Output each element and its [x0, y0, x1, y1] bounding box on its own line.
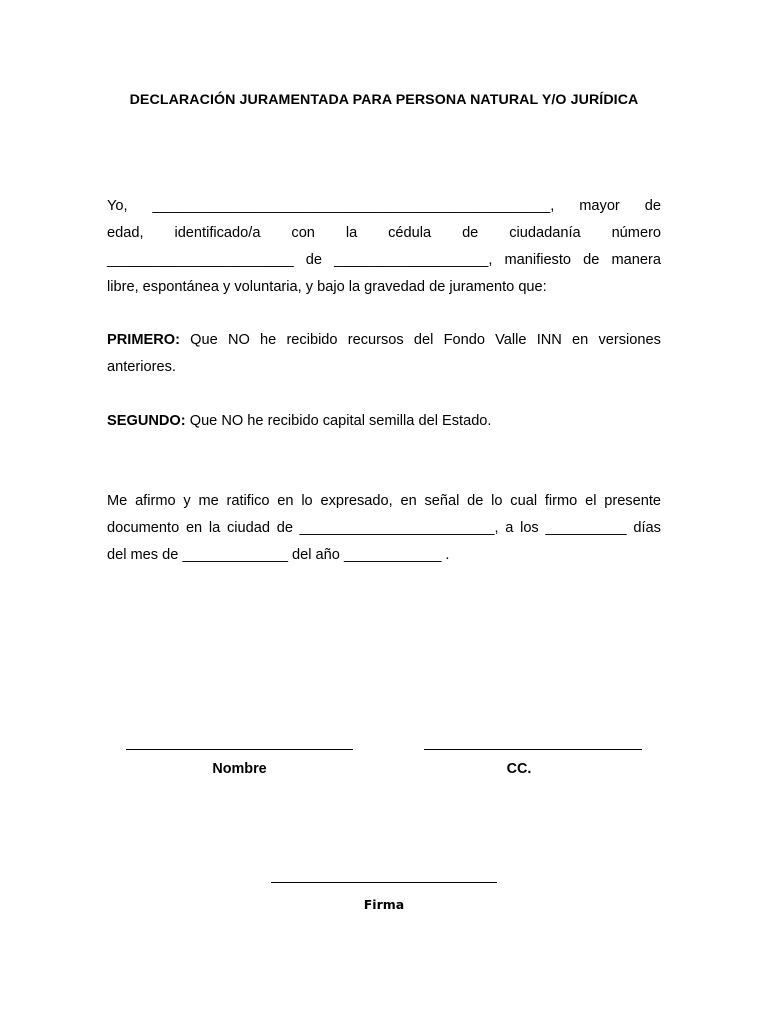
body-word: el — [585, 493, 597, 509]
intro-word: cédula — [388, 225, 432, 241]
body-word: INN — [536, 332, 562, 348]
body-word: me — [198, 493, 219, 509]
body-word: he — [260, 332, 277, 348]
intro-word: edad, — [107, 225, 144, 241]
segundo-label: SEGUNDO: — [107, 413, 186, 429]
primero-line-2: anteriores. — [107, 359, 176, 375]
intro-line-4: libre, espontánea y voluntaria, y bajo la gravedad de juramento que: — [107, 279, 547, 295]
body-word: de — [276, 520, 293, 536]
body-word: cual — [510, 493, 538, 509]
body-word: documento — [107, 520, 180, 536]
body-word: señal — [424, 493, 460, 509]
body-word: en — [277, 493, 294, 509]
body-word: presente — [604, 493, 662, 509]
segundo-paragraph — [107, 408, 661, 435]
body-word: Que — [190, 332, 218, 348]
intro-word: manifiesto — [504, 252, 572, 268]
body-word: afirmo — [135, 493, 176, 509]
firma-signature-line — [271, 882, 497, 883]
intro-word: ciudadanía — [509, 225, 581, 241]
primero-label: PRIMERO: — [107, 332, 180, 348]
intro-line-3 — [107, 247, 661, 274]
intro-word: Yo, — [107, 198, 128, 214]
body-word: y — [183, 493, 191, 509]
body-word: recursos — [347, 332, 404, 348]
body-word: recibido — [286, 332, 338, 348]
primero-line-1 — [107, 327, 661, 354]
name-blank: _________________________________________________, — [152, 198, 555, 214]
closing-line-1 — [107, 488, 661, 515]
body-word: Valle — [495, 332, 527, 348]
intro-word: de — [583, 252, 600, 268]
body-word: ciudad — [226, 520, 270, 536]
intro-word: de — [305, 252, 323, 268]
nombre-signature-line — [126, 749, 353, 750]
firma-label: Firma — [363, 897, 405, 912]
intro-word: manera — [611, 252, 661, 268]
body-word: __________ — [545, 520, 627, 536]
body-word: la — [208, 520, 221, 536]
intro-paragraph — [107, 193, 661, 301]
intro-word: con — [291, 225, 315, 241]
document-title: DECLARACIÓN JURAMENTADA PARA PERSONA NATURAL Y/O JURÍDICA — [129, 92, 639, 108]
body-word: lo — [301, 493, 313, 509]
intro-line-1 — [107, 193, 661, 220]
body-word: en — [400, 493, 417, 509]
body-word: Me — [107, 493, 128, 509]
body-word: expresado, — [320, 493, 393, 509]
intro-line-2 — [107, 220, 661, 247]
body-word: en — [185, 520, 203, 536]
intro-word: la — [345, 225, 358, 241]
body-word: Fondo — [443, 332, 485, 348]
intro-word: mayor — [579, 198, 620, 214]
nombre-label: Nombre — [212, 761, 267, 777]
intro-word: número — [611, 225, 662, 241]
intro-word: identificado/a — [174, 225, 261, 241]
body-word: ratifico — [226, 493, 270, 509]
body-word: de — [467, 493, 484, 509]
segundo-line — [107, 408, 661, 435]
id-number-blank: _______________________ — [107, 252, 294, 268]
body-word: del — [413, 332, 434, 348]
closing-line-2 — [107, 515, 661, 542]
intro-word: de — [644, 198, 661, 214]
segundo-text: Que NO he recibido capital semilla del Estado. — [189, 413, 492, 429]
body-word: NO — [227, 332, 250, 348]
body-word: versiones — [598, 332, 661, 348]
body-word: ________________________, — [299, 520, 499, 536]
body-word: días — [633, 520, 661, 536]
intro-word: de — [462, 225, 479, 241]
id-city-blank: ___________________, — [334, 252, 493, 268]
body-word: a — [505, 520, 514, 536]
cc-signature-line — [424, 749, 642, 750]
primero-paragraph — [107, 327, 661, 381]
cc-label: CC. — [506, 761, 532, 777]
body-word: firmo — [544, 493, 578, 509]
body-word: lo — [491, 493, 503, 509]
body-word: en — [572, 332, 589, 348]
closing-line-3: del mes de _____________ del año ____________ . — [107, 547, 450, 563]
closing-paragraph — [107, 488, 661, 569]
body-word: los — [520, 520, 539, 536]
